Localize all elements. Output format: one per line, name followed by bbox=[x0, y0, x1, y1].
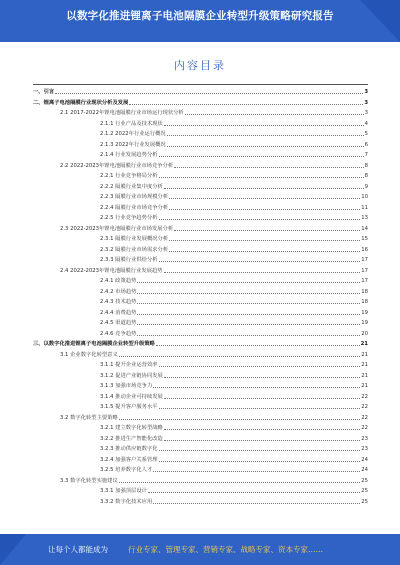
toc-leader-dots bbox=[159, 261, 361, 262]
toc-leader-dots bbox=[129, 104, 363, 105]
toc-entry[interactable] bbox=[100, 390, 368, 400]
toc-entry[interactable] bbox=[100, 253, 368, 263]
page-footer bbox=[0, 534, 400, 565]
toc-entry-page: 17 bbox=[361, 267, 368, 274]
toc-entry-page: 17 bbox=[361, 257, 368, 263]
toc-entry[interactable] bbox=[100, 169, 368, 179]
toc-entry[interactable] bbox=[100, 274, 368, 284]
toc-entry[interactable] bbox=[60, 411, 368, 421]
toc-entry-title: 2.4.5 渠道趋势 bbox=[100, 320, 137, 326]
toc-leader-dots bbox=[119, 419, 360, 420]
toc-leader-dots bbox=[167, 146, 364, 147]
toc-entry[interactable] bbox=[100, 306, 368, 316]
toc-leader-dots bbox=[164, 125, 364, 126]
toc-entry-page: 8 bbox=[364, 162, 368, 169]
toc-leader-dots bbox=[153, 471, 360, 472]
toc-entry-page: 23 bbox=[361, 435, 368, 442]
toc-leader-dots bbox=[164, 377, 360, 378]
toc-entry-title: 2.4 2022-2023年锂电池隔膜行业发展趋势 bbox=[60, 267, 163, 274]
toc-entry-page: 21 bbox=[360, 341, 368, 347]
toc-entry[interactable] bbox=[100, 379, 368, 389]
toc-entry-title: 3.3.1 加强顶层设计 bbox=[100, 488, 147, 494]
toc-entry[interactable] bbox=[100, 400, 368, 410]
toc-entry-title: 2.2 2022-2023年锂电池隔膜行业市场竞争分析 bbox=[60, 162, 174, 169]
toc-entry[interactable] bbox=[100, 327, 368, 337]
footer-corner-decoration bbox=[0, 534, 26, 565]
toc-leader-dots bbox=[167, 135, 364, 136]
toc-leader-dots bbox=[159, 366, 361, 367]
toc-entry-page: 25 bbox=[361, 488, 368, 494]
toc-entry-title: 3.1.5 提升客户服务水平 bbox=[100, 404, 158, 410]
toc-leader-dots bbox=[137, 303, 360, 304]
toc-leader-dots bbox=[153, 387, 360, 388]
toc-entry-title: 3.1.2 促进产业链协同发展 bbox=[100, 372, 163, 379]
toc-entry-title: 2.1.1 行业产品及技术现状 bbox=[100, 120, 163, 127]
toc-entry-title: 2.1.3 2022年行业发展概况 bbox=[100, 141, 166, 148]
toc-entry-title: 2.2.2 隔膜行业集中度分析 bbox=[100, 183, 163, 190]
toc-entry-page: 3 bbox=[364, 89, 368, 95]
toc-entry-page: 25 bbox=[361, 477, 368, 484]
toc-entry[interactable] bbox=[100, 369, 368, 379]
toc-leader-dots bbox=[153, 503, 360, 504]
toc-entry-page: 7 bbox=[364, 152, 368, 158]
toc-entry-title: 3.3 数字化转型实施建议 bbox=[60, 477, 118, 484]
toc-entry[interactable] bbox=[100, 358, 368, 368]
toc-entry-page: 21 bbox=[361, 372, 368, 379]
toc-entry[interactable] bbox=[100, 243, 368, 253]
toc-entry[interactable] bbox=[100, 421, 368, 431]
report-title: 以数字化推进锂离子电池隔膜企业转型升级策略研究报告 bbox=[66, 10, 334, 22]
toc-entry-page: 3 bbox=[364, 99, 368, 106]
toc-entry-page: 6 bbox=[364, 141, 368, 148]
toc-leader-dots bbox=[119, 482, 360, 483]
toc-entry-title: 3.1.3 加强市场竞争力 bbox=[100, 383, 153, 389]
toc-leader-dots bbox=[55, 93, 363, 94]
toc-entry-page: 21 bbox=[361, 362, 368, 368]
toc-entry[interactable] bbox=[100, 316, 368, 326]
toc-entry-title: 3.2.2 推进生产智能化改造 bbox=[100, 435, 163, 442]
toc-entry-page: 8 bbox=[364, 173, 368, 179]
toc-entry-title: 2.3.2 隔膜行业市场需求分析 bbox=[100, 246, 169, 253]
toc-entry-page: 21 bbox=[361, 351, 368, 358]
toc-entry-title: 2.2.1 行业竞争格局分析 bbox=[100, 173, 158, 179]
toc-entry-page: 13 bbox=[361, 215, 368, 221]
toc-entry[interactable] bbox=[100, 453, 368, 463]
toc-leader-dots bbox=[137, 324, 360, 325]
toc-entry-page: 4 bbox=[364, 120, 368, 127]
toc-entry-page: 3 bbox=[364, 110, 368, 116]
toc-entry[interactable] bbox=[100, 180, 368, 190]
toc-entry[interactable] bbox=[60, 264, 368, 274]
toc-entry-page: 5 bbox=[364, 131, 368, 137]
toc-entry-title: 3.2.5 培养数字化人才 bbox=[100, 467, 153, 473]
toc-entry[interactable] bbox=[60, 106, 368, 116]
toc-leader-dots bbox=[137, 335, 360, 336]
toc-entry[interactable] bbox=[60, 222, 368, 232]
toc-entry-page: 19 bbox=[361, 320, 368, 326]
toc-entry-page: 21 bbox=[361, 383, 368, 389]
toc-leader-dots bbox=[164, 429, 360, 430]
toc-entry[interactable] bbox=[33, 96, 368, 106]
toc-entry[interactable] bbox=[33, 85, 368, 95]
toc-entry-page: 22 bbox=[361, 404, 368, 410]
toc-entry-title: 3.2.3 推动供应链数字化 bbox=[100, 446, 158, 452]
toc-entry[interactable] bbox=[33, 337, 368, 347]
toc-leader-dots bbox=[164, 440, 360, 441]
toc-entry-title: 2.2.4 隔膜行业市场竞争分析 bbox=[100, 204, 169, 211]
toc-entry[interactable] bbox=[100, 117, 368, 127]
toc-entry-page: 22 bbox=[361, 414, 368, 421]
toc-entry[interactable] bbox=[100, 127, 368, 137]
toc-entry-page: 23 bbox=[361, 446, 368, 452]
toc-leader-dots bbox=[174, 167, 363, 168]
toc-entry-title: 2.3.1 隔膜行业发展概况分析 bbox=[100, 236, 169, 242]
toc-entry-page: 24 bbox=[361, 456, 368, 463]
toc-leader-dots bbox=[159, 177, 364, 178]
toc-leader-dots bbox=[159, 461, 361, 462]
toc-entry-page: 9 bbox=[364, 183, 368, 190]
toc-entry-title: 2.4.2 市场趋势 bbox=[100, 288, 137, 295]
toc-entry-title: 2.3 2022-2023年锂电池隔膜行业市场发展分析 bbox=[60, 225, 174, 232]
toc-leader-dots bbox=[169, 240, 360, 241]
toc-leader-dots bbox=[169, 251, 360, 252]
toc-entry-title: 3.1.4 推动企业可持续发展 bbox=[100, 393, 163, 400]
toc-leader-dots bbox=[159, 408, 361, 409]
toc-entry[interactable] bbox=[100, 285, 368, 295]
toc-entry[interactable] bbox=[100, 211, 368, 221]
toc-entry-title: 3.1.1 提升企业运营效率 bbox=[100, 362, 158, 368]
toc-entry-page: 25 bbox=[361, 498, 368, 505]
toc-entry-title: 3.1 企业数字化转型意义 bbox=[60, 351, 118, 358]
toc-entry[interactable] bbox=[100, 190, 368, 200]
toc-entry[interactable] bbox=[60, 159, 368, 169]
toc-leader-dots bbox=[169, 209, 360, 210]
toc-entry-page: 24 bbox=[361, 467, 368, 473]
toc-entry-title: 3.3.2 数字化技术应用 bbox=[100, 498, 153, 505]
toc-entry[interactable] bbox=[100, 484, 368, 494]
toc-entry-title: 2.3.3 隔膜行业供给分析 bbox=[100, 257, 158, 263]
toc-entry-title: 3.2.1 建立数字化转型战略 bbox=[100, 425, 163, 431]
toc-entry-title: 3.2.4 加强客户关系管理 bbox=[100, 456, 158, 463]
toc-entry-title: 2.1.2 2022年行业运行概况 bbox=[100, 131, 166, 137]
report-header bbox=[0, 0, 400, 42]
toc-title: 内容目录 bbox=[174, 59, 226, 72]
toc-entry-title: 2.4.4 消费趋势 bbox=[100, 309, 137, 316]
toc-entry[interactable] bbox=[100, 138, 368, 148]
toc-leader-dots bbox=[137, 282, 360, 283]
toc-leader-dots bbox=[159, 219, 361, 220]
toc-entry[interactable] bbox=[100, 495, 368, 505]
toc-entry-title: 一、引言 bbox=[33, 89, 55, 95]
toc-entry[interactable] bbox=[100, 201, 368, 211]
footer-tagline: 行业专家、管理专家、营销专家、战略专家、资本专家…… bbox=[128, 545, 323, 554]
toc-entry-title: 2.2.3 隔膜行业市场规模分析 bbox=[100, 194, 169, 200]
toc-entry-page: 18 bbox=[361, 299, 368, 305]
toc-entry[interactable] bbox=[100, 232, 368, 242]
toc-entry[interactable] bbox=[100, 148, 368, 158]
toc-entry-page: 18 bbox=[361, 288, 368, 295]
toc-entry-title: 2.1.4 行业发展趋势分析 bbox=[100, 152, 158, 158]
toc-leader-dots bbox=[159, 156, 364, 157]
toc-entry-page: 20 bbox=[361, 330, 368, 337]
toc-entry-title: 2.2.5 行业竞争趋势分析 bbox=[100, 215, 158, 221]
toc-leader-dots bbox=[119, 356, 360, 357]
toc-entry-page: 22 bbox=[361, 425, 368, 431]
toc-entry-page: 15 bbox=[361, 236, 368, 242]
toc-entry-title: 2.4.3 技术趋势 bbox=[100, 299, 137, 305]
toc-leader-dots bbox=[159, 450, 361, 451]
toc-entry[interactable] bbox=[100, 442, 368, 452]
toc-entry-title: 2.1 2017-2022年锂电池隔膜行业市场运行现状分析 bbox=[60, 110, 184, 116]
toc-entry-page: 10 bbox=[361, 194, 368, 200]
toc-entry[interactable] bbox=[60, 474, 368, 484]
toc-entry-page: 16 bbox=[361, 246, 368, 253]
toc-entry-page: 17 bbox=[361, 278, 368, 284]
toc-entry-page: 11 bbox=[361, 204, 368, 211]
toc-leader-dots bbox=[169, 198, 360, 199]
toc-entry[interactable] bbox=[60, 348, 368, 358]
toc-leader-dots bbox=[185, 114, 364, 115]
toc-entry-page: 14 bbox=[361, 225, 368, 232]
toc-entry-title: 二、锂离子电池隔膜行业现状分析及发展 bbox=[33, 99, 129, 106]
toc-entry-title: 2.4.6 竞争趋势 bbox=[100, 330, 137, 337]
toc-leader-dots bbox=[164, 398, 360, 399]
toc-leader-dots bbox=[164, 188, 364, 189]
toc-entry[interactable] bbox=[100, 432, 368, 442]
toc-entry[interactable] bbox=[100, 463, 368, 473]
toc-entry-title: 三、以数字化推进锂离子电池隔膜企业转型升级策略 bbox=[33, 341, 155, 347]
toc-leader-dots bbox=[164, 272, 361, 273]
toc-entry[interactable] bbox=[100, 295, 368, 305]
toc-leader-dots bbox=[137, 314, 360, 315]
toc-leader-dots bbox=[156, 345, 360, 346]
toc-leader-dots bbox=[137, 293, 360, 294]
toc-entry-title: 3.2 数字化转型主要策略 bbox=[60, 414, 118, 421]
toc-leader-dots bbox=[174, 230, 360, 231]
toc-entry-title: 2.4.1 政策趋势 bbox=[100, 278, 137, 284]
toc-entry-page: 19 bbox=[361, 309, 368, 316]
toc-entry-page: 22 bbox=[361, 393, 368, 400]
footer-slogan: 让每个人都能成为 bbox=[48, 545, 108, 554]
toc-leader-dots bbox=[148, 492, 360, 493]
